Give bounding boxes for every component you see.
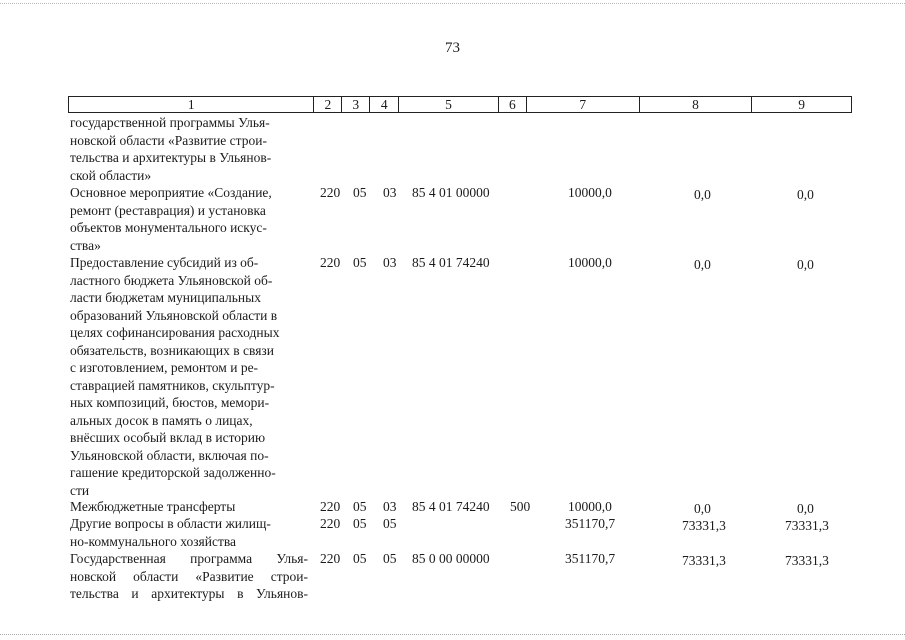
cell-col-2: 220 <box>320 551 341 566</box>
cell-col-9: 0,0 <box>797 257 814 272</box>
header-col-2: 2 <box>314 97 342 112</box>
desc-line: Государственная программа Улья- <box>70 551 308 566</box>
desc-line: ласти бюджетам муниципальных <box>70 290 261 305</box>
cell-col-3: 05 <box>353 499 367 514</box>
table-row-desc <box>70 515 308 550</box>
scan-edge-bottom <box>0 634 905 636</box>
cell-col-9: 73331,3 <box>785 518 829 533</box>
cell-col-3: 05 <box>353 185 367 200</box>
header-col-8: 8 <box>640 97 753 112</box>
cell-col-2: 220 <box>320 499 341 514</box>
desc-line: образований Ульяновской области в <box>70 307 278 323</box>
cell-col-5: 85 4 01 00000 <box>412 185 490 200</box>
cell-col-9: 0,0 <box>797 187 814 202</box>
desc-line: государственной программы Улья- <box>70 115 270 130</box>
cell-col-8: 0,0 <box>694 257 711 272</box>
desc-line: внёсших особый вклад в историю <box>70 430 266 445</box>
cell-col-8: 0,0 <box>694 187 711 202</box>
desc-line: Основное мероприятие «Создание, <box>70 185 272 200</box>
cell-col-4: 03 <box>383 499 397 514</box>
desc-line: ных композиций, бюстов, мемори- <box>70 395 270 410</box>
desc-line: новской области «Развитие строи- <box>70 568 308 584</box>
desc-line: ремонт (реставрация) и установка <box>70 202 266 218</box>
cell-col-2: 220 <box>320 185 341 200</box>
desc-line: Межбюджетные трансферты <box>70 499 236 514</box>
header-col-3: 3 <box>342 97 370 112</box>
cell-col-7: 351170,7 <box>565 551 616 566</box>
header-col-1: 1 <box>69 97 314 112</box>
desc-line: тельства и архитектуры в Ульянов- <box>70 150 272 165</box>
desc-line: но-коммунального хозяйства <box>70 533 237 549</box>
desc-line: Ульяновской области, включая по- <box>70 447 269 463</box>
cell-col-7: 10000,0 <box>568 185 612 200</box>
desc-line: объектов монументального искус- <box>70 220 267 235</box>
cell-col-4: 03 <box>383 185 397 200</box>
cell-col-2: 220 <box>320 516 341 531</box>
cell-col-8: 0,0 <box>694 501 711 516</box>
table-row-desc <box>70 254 308 499</box>
desc-line: гашение кредиторской задолженно- <box>70 465 276 480</box>
cell-col-7: 10000,0 <box>568 499 612 514</box>
cell-col-3: 05 <box>353 551 367 566</box>
cell-col-9: 73331,3 <box>785 553 829 568</box>
desc-line: Предоставление субсидий из об- <box>70 255 259 270</box>
desc-line: с изготовлением, ремонтом и ре- <box>70 360 259 375</box>
cell-col-9: 0,0 <box>797 501 814 516</box>
table-header <box>68 96 852 113</box>
desc-line: сти <box>70 482 90 498</box>
desc-line: альных досок в память о лицах, <box>70 412 253 428</box>
desc-line: ластного бюджета Ульяновской об- <box>70 272 273 288</box>
cell-col-4: 03 <box>383 255 397 270</box>
cell-col-5: 85 4 01 74240 <box>412 499 490 514</box>
table-row-desc <box>70 498 308 516</box>
cell-col-8: 73331,3 <box>682 553 726 568</box>
desc-line: целях софинансирования расходных <box>70 325 280 340</box>
desc-line: ской области» <box>70 167 152 183</box>
table-row-desc <box>70 550 308 603</box>
cell-col-3: 05 <box>353 516 367 531</box>
cell-col-6: 500 <box>510 499 531 514</box>
page-number: 73 <box>445 40 460 56</box>
desc-line: Другие вопросы в области жилищ- <box>70 516 271 531</box>
header-col-5: 5 <box>399 97 499 112</box>
cell-col-5: 85 4 01 74240 <box>412 255 490 270</box>
header-col-4: 4 <box>370 97 399 112</box>
desc-line: ставрацией памятников, скульптур- <box>70 377 275 393</box>
desc-line: тельства и архитектуры в Ульянов- <box>70 586 308 601</box>
cell-col-3: 05 <box>353 255 367 270</box>
cell-col-2: 220 <box>320 255 341 270</box>
header-col-9: 9 <box>798 97 806 112</box>
table-row-desc <box>70 184 308 254</box>
header-col-7: 7 <box>527 97 640 112</box>
cell-col-8: 73331,3 <box>682 518 726 533</box>
cell-col-7: 351170,7 <box>565 516 616 531</box>
cell-col-4: 05 <box>383 551 397 566</box>
cell-col-7: 10000,0 <box>568 255 612 270</box>
table-row-desc <box>70 114 308 184</box>
cell-col-5: 85 0 00 00000 <box>412 551 490 566</box>
desc-line: ства» <box>70 237 101 253</box>
desc-line: обязательств, возникающих в связи <box>70 342 274 358</box>
desc-line: новской области «Развитие строи- <box>70 132 267 148</box>
header-col-6: 6 <box>499 97 527 112</box>
scan-edge-top <box>0 3 905 5</box>
cell-col-4: 05 <box>383 516 397 531</box>
